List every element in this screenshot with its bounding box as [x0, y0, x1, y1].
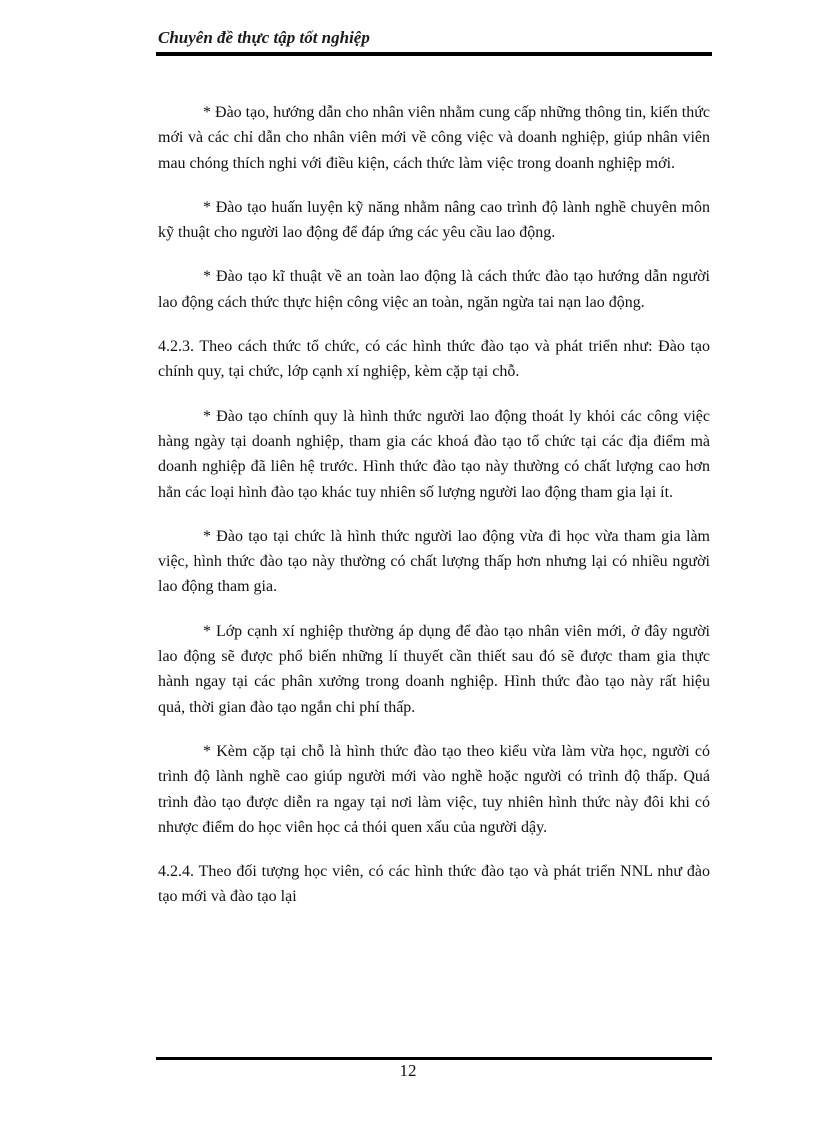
paragraph-orientation-training: * Đào tạo, hướng dẫn cho nhân viên nhằm cung cấp những thông tin, kiến thức mới và các chỉ dẫn cho nhân viên mới về công việc và doanh nghiệp, giúp nhân viên mau chóng thích nghi với điều kiện, cách thức làm việc trong doanh nghiệp mới. [158, 104, 710, 172]
section-heading-4-2-4: 4.2.4. Theo đối tượng học viên, có các hình thức đào tạo và phát triển NNL như đào tạo mới và đào tạo lại [158, 863, 710, 906]
paragraph-formal-training: * Đào tạo chính quy là hình thức người lao động thoát ly khỏi các công việc hàng ngày tại doanh nghiệp, tham gia các khoá đào tạo tổ chức tại các địa điểm mà doanh nghiệp đã liên hệ trước. Hình thức đào tạo này thường có chất lượng cao hơn hẳn các loại hình đào tạo khác tuy nhiên số lượng người lao động tham gia lại ít. [158, 407, 710, 501]
paragraph-safety-training: * Đào tạo kĩ thuật về an toàn lao động là cách thức đào tạo hướng dẫn người lao động cách thức thực hiện công việc an toàn, ngăn ngừa tai nạn lao động. [158, 268, 710, 311]
paragraph-in-service-training: * Đào tạo tại chức là hình thức người lao động vừa đi học vừa tham gia làm việc, hình thức đào tạo này thường có chất lượng thấp hơn nhưng lại có nhiều người lao động tham gia. [158, 527, 710, 596]
paragraph-on-site-coaching: * Kèm cặp tại chỗ là hình thức đào tạo theo kiểu vừa làm vừa học, người có trình độ lành nghề cao giúp người mới vào nghề hoặc người có trình độ thấp. Quá trình đào tạo được diễn ra ngay tại nơi làm việc, tuy nhiên hình thức này đôi khi có nhược điểm do học viên học cả thói quen xấu của người dậy. [158, 742, 710, 836]
footer-rule [156, 1057, 712, 1060]
page-content [158, 100, 710, 929]
header-rule [156, 52, 712, 56]
section-heading-4-2-3: 4.2.3. Theo cách thức tổ chức, có các hình thức đào tạo và phát triển như: Đào tạo chính quy, tại chức, lớp cạnh xí nghiệp, kèm cặp tại chỗ. [158, 338, 710, 381]
header-title: Chuyên đề thực tập tốt nghiệp [158, 28, 370, 47]
page-number: 12 [399, 1061, 417, 1080]
paragraph-skills-training: * Đào tạo huấn luyện kỹ năng nhằm nâng cao trình độ lành nghề chuyên môn kỹ thuật cho người lao động để đáp ứng các yêu cầu lao động. [158, 198, 710, 242]
paragraph-enterprise-class: * Lớp cạnh xí nghiệp thường áp dụng để đào tạo nhân viên mới, ở đây người lao động sẽ được phổ biến những lí thuyết cần thiết sau đó sẽ được tham gia thực hành ngay tại các phân xưởng trong doanh nghiệp. Hình thức đào tạo này rất hiệu quả, thời gian đào tạo ngắn chi phí thấp. [158, 622, 710, 716]
